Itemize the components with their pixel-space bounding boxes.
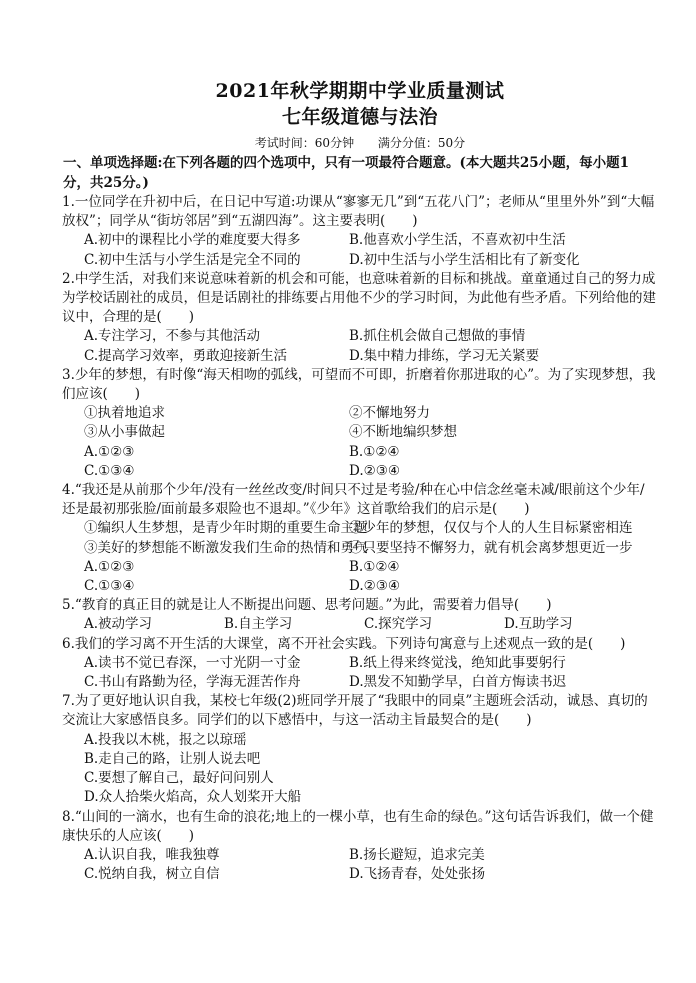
answer-option: A.初中的课程比小学的难度要大得多: [84, 232, 301, 249]
answer-option: C.书山有路勤为径，学海无涯苦作舟: [84, 674, 301, 691]
answer-option: ③从小事做起: [84, 424, 165, 441]
question-stem: 1.一位同学在升初中后，在日记中写道:功课从“寥寥无几”到“五花八门”；老师从“里里外外”到“大幅放权”；同学从“街坊邻居”到“五湖四海”。这主要表明( ): [62, 194, 655, 230]
question-item: [62, 193, 655, 270]
answer-option: ①执着地追求: [84, 405, 165, 422]
answer-option: B.①②④: [349, 443, 400, 460]
option-list: [68, 231, 652, 269]
option-list: [68, 327, 652, 365]
answer-option: ③美好的梦想能不断激发我们生命的热情和勇气: [84, 539, 368, 556]
answer-option: B.抓住机会做自己想做的事情: [349, 328, 526, 345]
question-stem: 6.我们的学习离不开生活的大课堂，离不开社会实践。下列诗句寓意与上述观点一致的是( ): [62, 635, 626, 652]
answer-option: A.专注学习，不参与其他活动: [84, 328, 261, 345]
exam-title: 2021年秋学期期中学业质量测试: [215, 80, 505, 102]
answer-option: ②少年的梦想，仅仅与个人的人生目标紧密相连: [349, 520, 633, 537]
question-stem: 4.“我还是从前那个少年/没有一丝丝改变/时间只不过是考验/种在心中信念丝毫未减/眼前这个少年/还是最初那张脸/面前最多艰险也不退却。”《少年》这首歌给我们的启示是( ): [62, 482, 645, 518]
answer-option: D.集中精力排练，学习无关紧要: [349, 347, 540, 364]
answer-option: B.①②④: [349, 558, 400, 575]
answer-option: C.要想了解自己，最好问问别人: [84, 770, 274, 787]
option-list: [68, 404, 652, 481]
answer-option: D.初中生活与小学生活相比有了新变化: [349, 251, 580, 268]
answer-option: ①编织人生梦想，是青少年时期的重要生命主题: [84, 520, 368, 537]
answer-option: A.读书不觉已春深，一寸光阴一寸金: [84, 654, 301, 671]
answer-option: C.初中生活与小学生活是完全不同的: [84, 251, 301, 268]
answer-option: B.他喜欢小学生活，不喜欢初中生活: [349, 232, 566, 249]
option-list: [68, 731, 652, 808]
answer-option: D.众人拾柴火焰高，众人划桨开大船: [84, 789, 302, 806]
answer-option: A.投我以木桃，报之以琼瑶: [84, 731, 247, 748]
exam-time: 考试时间：60分钟: [254, 136, 355, 150]
answer-option: B.走自己的路，让别人说去吧: [84, 750, 261, 767]
answer-option: B.扬长避短，追求完美: [349, 846, 485, 863]
question-item: [62, 635, 652, 693]
question-item: [62, 481, 652, 596]
answer-option: D.②③④: [349, 578, 400, 595]
question-item: [62, 270, 656, 366]
answer-option: C.提高学习效率，勇敢迎接新生活: [84, 347, 288, 364]
question-stem: 2.中学生活，对我们来说意味着新的机会和可能，也意味着新的目标和挑战。童童通过自己的努力成为学校话剧社的成员，但是话剧社的排练要占用他不少的学习时间，为此他有些矛盾。下列给他的建议中，合理的是( ): [62, 270, 656, 326]
option-list: [68, 615, 652, 634]
question-stem: 7.为了更好地认识自我，某校七年级(2)班同学开展了“我眼中的同桌”主题班会活动，诚恳、真切的交流让大家感悟良多。同学们的以下感悟中，与这一活动主旨最契合的是( ): [62, 693, 648, 729]
question-stem: 3.少年的梦想，有时像“海天相吻的弧线，可望而不可即，折磨着你那进取的心”。为了实现梦想，我们应该( ): [62, 366, 656, 403]
answer-option: C.①③④: [84, 578, 135, 595]
answer-option: C.①③④: [84, 462, 135, 479]
answer-option: A.被动学习: [84, 616, 153, 633]
answer-option: ②不懈地努力: [349, 405, 430, 422]
answer-option: ④不断地编织梦想: [349, 424, 457, 441]
answer-option: C.悦纳自我，树立自信: [84, 866, 220, 883]
question-stem: 8.“山间的一滴水，也有生命的浪花;地上的一棵小草，也有生命的绿色。”这句话告诉我们，做一个健康快乐的人应该( ): [62, 808, 654, 844]
answer-option: C.探究学习: [364, 616, 433, 633]
answer-option: ④只要坚持不懈努力，就有机会离梦想更近一步: [349, 539, 633, 556]
answer-option: D.②③④: [349, 462, 400, 479]
question-stem: 5.“教育的真正目的就是让人不断提出问题、思考问题。”为此，需要着力倡导( ): [62, 597, 552, 614]
question-item: [62, 366, 656, 481]
answer-option: B.纸上得来终觉浅，绝知此事要躬行: [349, 654, 566, 671]
answer-option: B.自主学习: [224, 616, 293, 633]
exam-meta: [68, 134, 652, 152]
question-list: [62, 193, 656, 884]
question-item: [62, 596, 652, 634]
answer-option: A.①②③: [84, 558, 135, 575]
answer-option: D.黑发不知勤学早，白首方悔读书迟: [349, 674, 567, 691]
question-item: [62, 692, 652, 807]
answer-option: A.①②③: [84, 443, 135, 460]
option-list: [68, 654, 652, 692]
option-list: [68, 519, 652, 596]
exam-subject: 七年级道德与法治: [281, 106, 438, 128]
full-score: 满分分值：50分: [377, 136, 466, 150]
answer-option: A.认识自我，唯我独尊: [84, 846, 220, 863]
answer-option: D.互助学习: [504, 616, 573, 633]
option-list: [68, 846, 652, 884]
answer-option: D.飞扬青春，处处张扬: [349, 866, 486, 883]
question-item: [62, 808, 654, 885]
section-heading: 一、单项选择题:在下列各题的四个选项中，只有一项最符合题意。(本大题共25小题，每小题1分，共25分。): [63, 155, 630, 191]
